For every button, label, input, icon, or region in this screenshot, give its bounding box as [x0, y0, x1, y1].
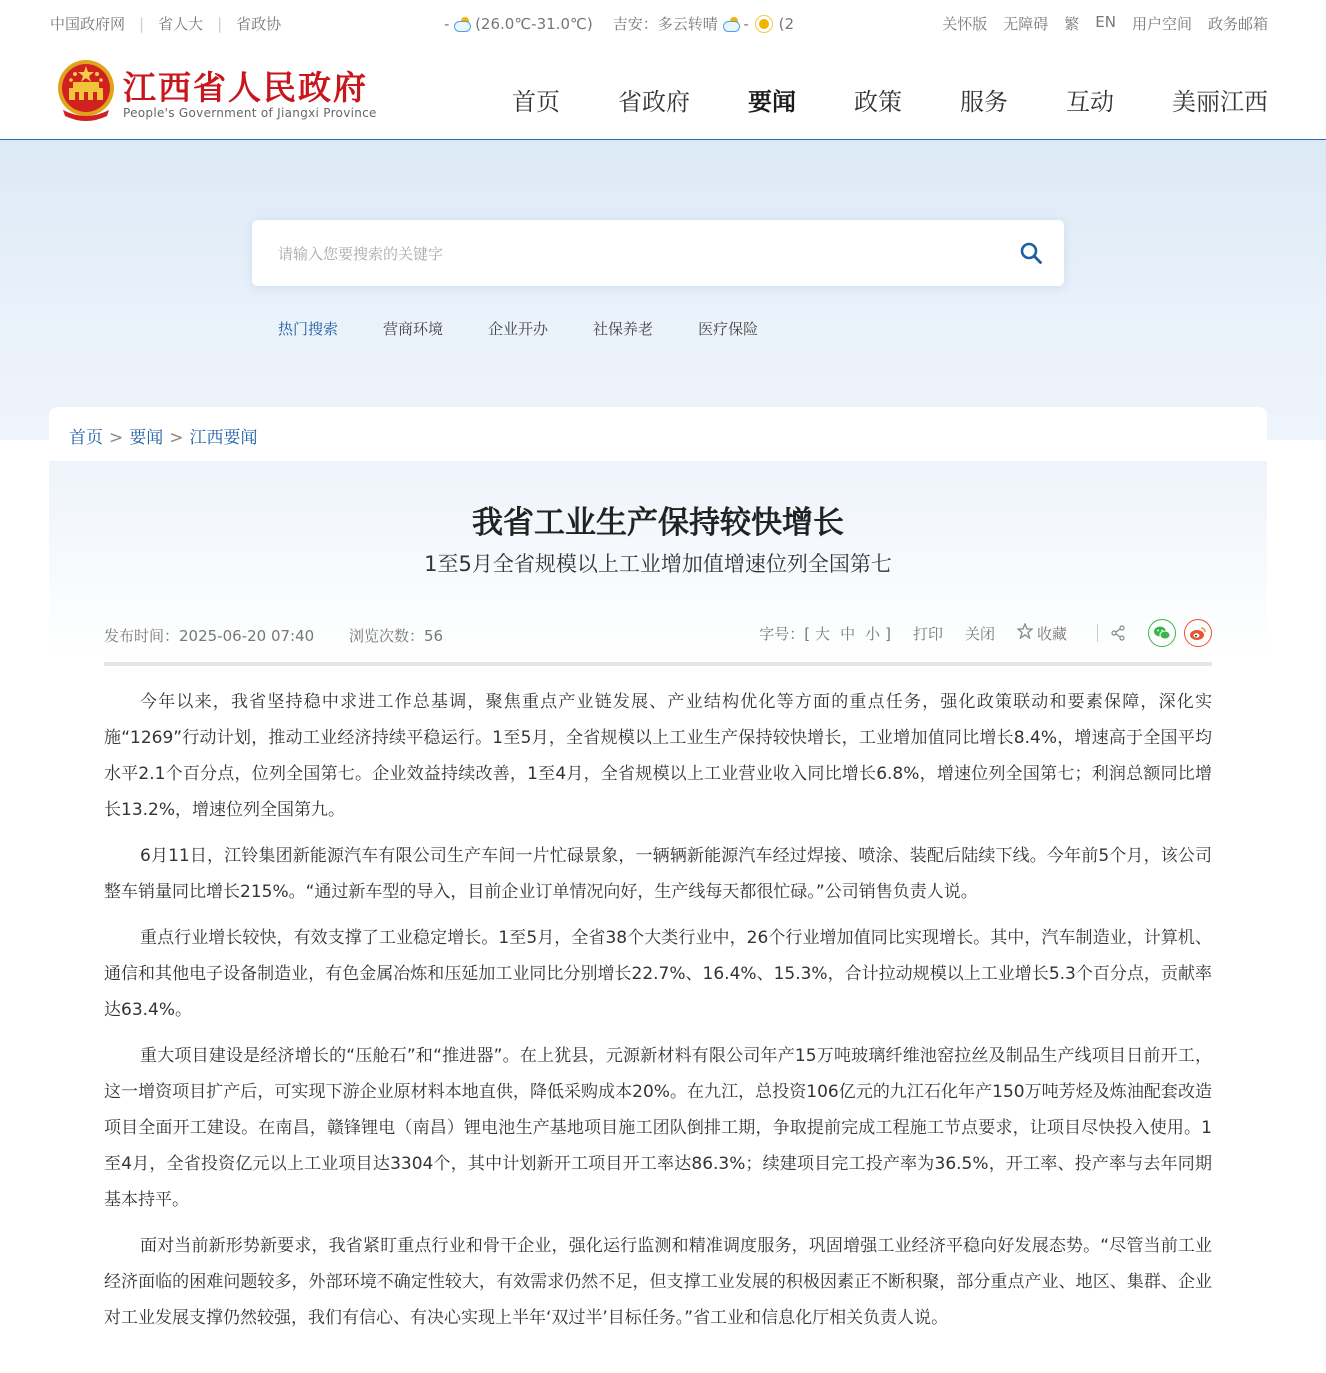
site-logo-subtitle: People's Government of Jiangxi Province — [123, 106, 377, 120]
national-emblem-icon[interactable] — [55, 58, 117, 122]
divider — [1097, 624, 1098, 642]
link-user-space[interactable]: 用户空间 — [1131, 15, 1192, 33]
weather-dash: - — [743, 14, 749, 33]
weather-temperature: (26.0℃-31.0℃) — [475, 14, 593, 33]
breadcrumb-news[interactable]: 要闻 — [129, 428, 164, 448]
nav-news[interactable]: 要闻 — [748, 88, 796, 116]
search-banner — [0, 140, 1326, 440]
divider: | — [217, 14, 223, 33]
wechat-icon — [1153, 625, 1171, 641]
hot-search-item[interactable]: 社保养老 — [593, 320, 654, 338]
nav-home[interactable]: 首页 — [512, 88, 560, 116]
article-paragraph: 重大项目建设是经济增长的“压舱石”和“推进器”。在上犹县，元源新材料有限公司年产15万吨玻璃纤维池窑拉丝及制品生产线项目日前开工，这一增资项目扩产后，可实现下游企业原材料本地直供，降低采购成本20%。在九江，总投资106亿元的九江石化年产150万吨芳烃及炼油配套改造项目全面开工建设。在南昌，赣锋锂电（南昌）锂电池生产基地项目施工团队倒排工期，争取提前完成工程施工节点要求，让项目尽快投入使用。1至4月，全省投资亿元以上工业项目达3304个，其中计划新开工项目开工率达86.3%；续建项目完工投产率为36.5%，开工率、投产率与去年同期基本持平。 — [104, 1046, 1212, 1210]
hot-search-item[interactable]: 医疗保险 — [698, 320, 759, 338]
print-button[interactable]: 打印 — [912, 624, 943, 643]
font-size-medium[interactable]: 中 — [840, 624, 856, 643]
article-body — [104, 684, 1212, 1346]
favorite-button[interactable] — [1017, 623, 1067, 644]
main-nav — [454, 82, 1268, 117]
view-count: 浏览次数：56 — [348, 627, 444, 645]
article-subtitle: 1至5月全省规模以上工业增加值增速位列全国第七 — [424, 552, 892, 576]
share-icon[interactable] — [1110, 625, 1126, 641]
search-box — [252, 220, 1064, 286]
font-size-small[interactable]: 小 — [865, 624, 881, 643]
wechat-share-button[interactable] — [1148, 619, 1176, 647]
weather-temperature-2: (2 — [778, 14, 794, 33]
link-gov-mail[interactable]: 政务邮箱 — [1207, 15, 1268, 33]
article-paragraph: 面对当前新形势新要求，我省紧盯重点行业和骨干企业，强化运行监测和精准调度服务，巩固增强工业经济平稳向好发展态势。“尽管当前工业经济面临的困难问题较多，外部环境不确定性较大，有效需求仍然不足，但支撑工业发展的积极因素正不断积聚，部分重点产业、地区、集群、企业对工业发展支撑仍然较强，我们有信心、有决心实现上半年‘双过半’目标任务。”省工业和信息化厅相关负责人说。 — [104, 1236, 1212, 1328]
nav-beautiful-jiangxi[interactable]: 美丽江西 — [1172, 88, 1268, 116]
breadcrumb-separator: > — [169, 428, 184, 448]
article-paragraph: 今年以来，我省坚持稳中求进工作总基调，聚焦重点产业链发展、产业结构优化等方面的重点任务，强化政策联动和要素保障，深化实施“1269”行动计划，推动工业经济持续平稳运行。1至5月，全省规模以上工业生产保持较快增长，工业增加值同比增长8.4%，增速高于全国平均水平2.1个百分点，位列全国第七。企业效益持续改善，1至4月，全省规模以上工业营业收入同比增长6.8%，增速位列全国第七；利润总额同比增长13.2%，增速位列全国第九。 — [104, 692, 1212, 820]
partly-cloudy-icon — [453, 17, 471, 31]
external-links — [50, 13, 281, 34]
article-paragraph: 重点行业增长较快，有效支撑了工业稳定增长。1至5月，全省38个大类行业中，26个行业增加值同比实现增长。其中，汽车制造业，计算机、通信和其他电子设备制造业，有色金属冶炼和压延加工业同比分别增长22.7%、16.4%、15.3%，合计拉动规模以上工业增长5.3个百分点，贡献率达63.4%。 — [104, 928, 1212, 1020]
breadcrumb-home[interactable]: 首页 — [69, 428, 103, 448]
search-input[interactable] — [276, 240, 980, 268]
font-size-label: 字号：[ — [759, 624, 811, 643]
article-title: 我省工业生产保持较快增长 — [472, 505, 844, 541]
link-care-mode[interactable]: 关怀版 — [942, 15, 988, 33]
utility-links — [942, 13, 1268, 34]
link-traditional-chinese[interactable]: 繁 — [1064, 15, 1080, 33]
article-tools — [759, 619, 1212, 647]
partly-cloudy-icon — [722, 17, 740, 31]
top-utility-bar — [0, 0, 1326, 46]
weibo-icon — [1189, 625, 1207, 641]
hot-search-item[interactable]: 企业开办 — [488, 320, 549, 338]
link-central-gov[interactable]: 中国政府网 — [50, 15, 126, 33]
close-button[interactable]: 关闭 — [964, 624, 995, 643]
font-size-bracket: ] — [885, 624, 891, 643]
breadcrumb — [69, 423, 258, 448]
publish-time: 发布时间：2025-06-20 07:40 — [104, 627, 315, 645]
article-meta — [104, 625, 473, 646]
weather-dash: - — [444, 14, 450, 33]
weibo-share-button[interactable] — [1184, 619, 1212, 647]
nav-interaction[interactable]: 互动 — [1066, 88, 1114, 116]
nav-provincial-gov[interactable]: 省政府 — [618, 88, 690, 116]
link-accessibility[interactable]: 无障碍 — [1003, 15, 1049, 33]
nav-services[interactable]: 服务 — [960, 88, 1008, 116]
link-english[interactable]: EN — [1095, 13, 1116, 31]
hot-search-label: 热门搜索 — [278, 320, 339, 338]
font-size-switcher — [759, 623, 891, 644]
link-provincial-congress[interactable]: 省人大 — [158, 15, 204, 33]
article-panel — [49, 407, 1267, 1373]
breadcrumb-separator: > — [109, 428, 124, 448]
sunny-icon — [759, 19, 769, 29]
weather-widget — [444, 13, 794, 34]
star-icon — [1017, 623, 1033, 639]
hot-search-item[interactable]: 营商环境 — [383, 320, 444, 338]
link-provincial-cppcc[interactable]: 省政协 — [236, 15, 282, 33]
favorite-label: 收藏 — [1036, 624, 1067, 643]
breadcrumb-jiangxi-news[interactable]: 江西要闻 — [189, 428, 258, 448]
search-icon[interactable] — [1020, 242, 1042, 264]
article-paragraph: 6月11日，江铃集团新能源汽车有限公司生产车间一片忙碌景象，一辆辆新能源汽车经过焊接、喷涂、装配后陆续下线。今年前5个月，该公司整车销量同比增长215%。“通过新车型的导入，目前企业订单情况向好，生产线每天都很忙碌。”公司销售负责人说。 — [104, 846, 1212, 902]
site-logo-title[interactable]: 江西省人民政府 — [123, 68, 368, 107]
article-divider — [104, 662, 1212, 666]
weather-city: 吉安：多云转晴 — [612, 15, 718, 33]
font-size-large[interactable]: 大 — [815, 624, 831, 643]
site-header — [0, 46, 1326, 140]
divider: | — [139, 14, 145, 33]
hot-search-list — [278, 318, 803, 339]
nav-policy[interactable]: 政策 — [854, 88, 902, 116]
